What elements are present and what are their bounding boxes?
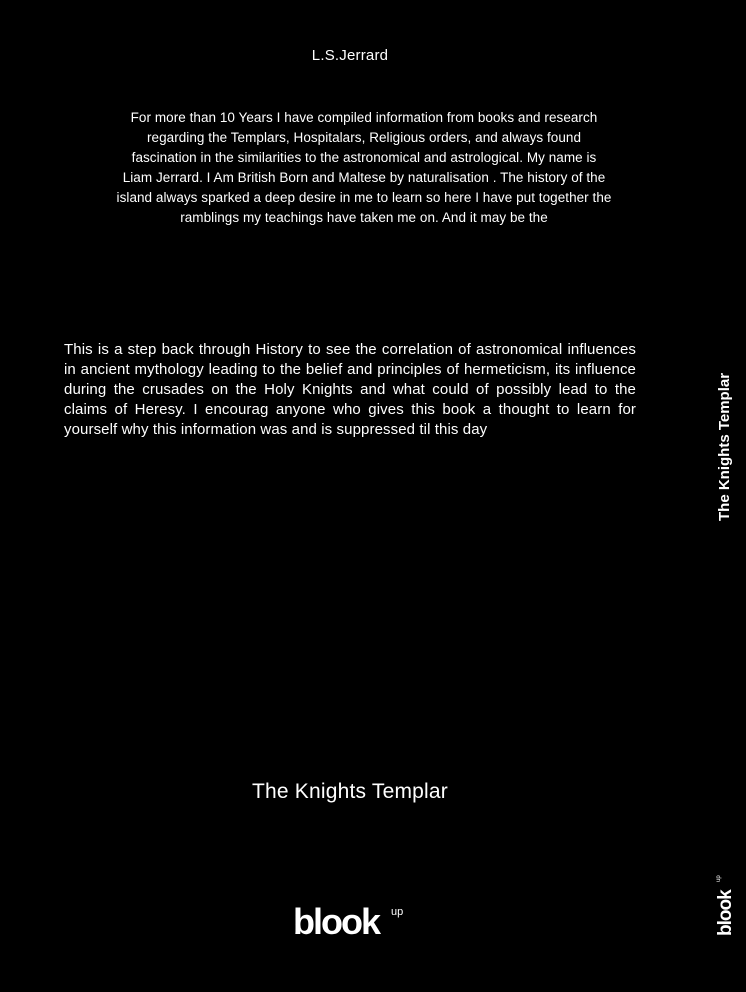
bio-line: ramblings my teachings have taken me on. And it may be the xyxy=(180,210,548,225)
publisher-logo-suffix: up xyxy=(391,906,404,918)
book-title: The Knights Templar xyxy=(251,780,448,803)
book-blurb: This is a step back through History to see the correlation of astronomical influences in ancient mythology leading to the belief and principles of hermeticism, its influence during the crusades on the Holy Knights and what could of possibly lead to the claims of Heresy. I encourag anyone who gives this book a thought to learn for yourself why this information was and is suppressed til this day xyxy=(64,341,636,438)
bio-line: fascination in the similarities to the astronomical and astrological. My name is xyxy=(131,150,597,165)
publisher-logo xyxy=(293,900,413,940)
bio-line: Liam Jerrard. I Am British Born and Maltese by naturalisation . The history of the xyxy=(122,170,606,185)
author-name: L.S.Jerrard xyxy=(311,47,389,64)
spine-publisher-logo xyxy=(712,872,736,938)
spine-title xyxy=(712,353,736,523)
bio-line: regarding the Templars, Hospitalars, Religious orders, and always found xyxy=(146,130,582,145)
spine-logo-text: blook xyxy=(715,890,736,936)
spine-logo-suffix: up xyxy=(716,875,722,882)
spine-title-text: The Knights Templar xyxy=(716,372,733,521)
publisher-logo-text: blook xyxy=(293,901,379,940)
bio-line: For more than 10 Years I have compiled information from books and research xyxy=(130,110,598,125)
author-bio xyxy=(90,108,638,228)
bio-line: island always sparked a deep desire in me to learn so here I have put together the xyxy=(116,190,612,205)
